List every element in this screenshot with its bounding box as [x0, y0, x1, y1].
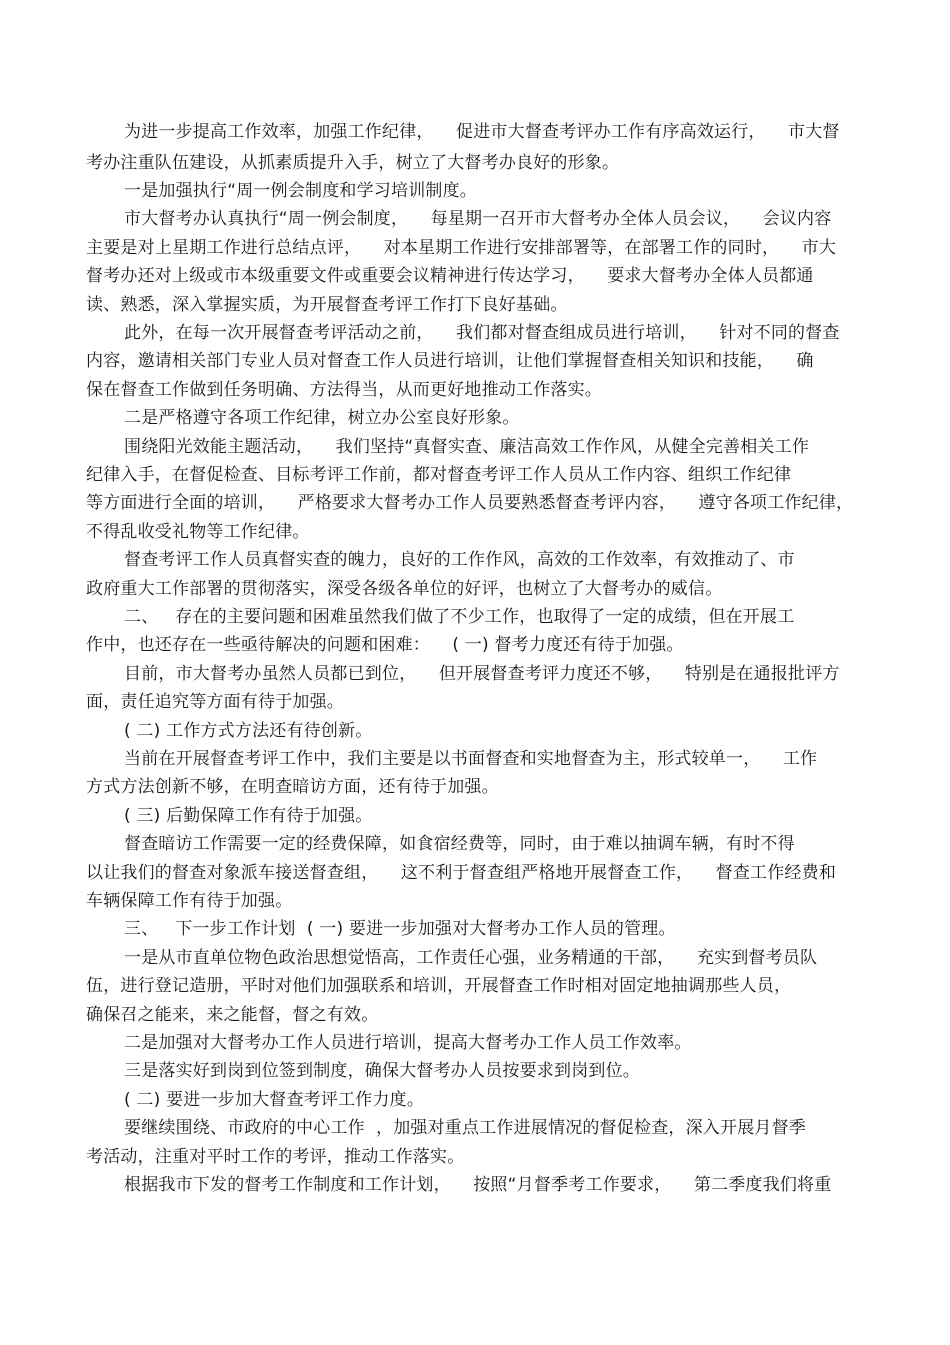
text-line: 主要是对上星期工作进行总结点评， 对本星期工作进行安排部署等，在部署工作的同时， 市大	[86, 238, 837, 258]
text-line: 当前在开展督查考评工作中，我们主要是以书面督查和实地督查为主，形式较单一， 工作	[124, 749, 818, 769]
text-line: 等方面进行全面的培训， 严格要求大督考办工作人员要熟悉督查考评内容， 遵守各项工作纪律，	[86, 493, 854, 513]
text-line: 三、 下一步工作计划 ( 一) 要进一步加强对大督考办工作人员的管理。	[124, 919, 676, 939]
text-line: 确保召之能来，来之能督，督之有效。	[86, 1005, 379, 1025]
text-line: 不得乱收受礼物等工作纪律。	[86, 522, 310, 542]
text-line: 为进一步提高工作效率，加强工作纪律， 促进市大督查考评办工作有序高效运行， 市大督	[124, 122, 840, 142]
text-line: 保在督查工作做到任务明确、方法得当，从而更好地推动工作落实。	[86, 380, 602, 400]
text-line: 根据我市下发的督考工作制度和工作计划， 按照“月督季考工作要求， 第二季度我们将重	[124, 1175, 832, 1195]
text-line: 作中，也还存在一些亟待解决的问题和困难： ( 一) 督考力度还有待于加强。	[86, 635, 684, 655]
text-line: ( 三) 后勤保障工作有待于加强。	[124, 806, 373, 826]
text-line: 此外，在每一次开展督查考评活动之前， 我们都对督查组成员进行培训， 针对不同的督查	[124, 323, 840, 343]
text-line: 考办注重队伍建设，从抓素质提升入手，树立了大督考办良好的形象。	[86, 153, 620, 173]
text-line: 内容，邀请相关部门专业人员对督查工作人员进行培训，让他们掌握督查相关知识和技能， 确	[86, 351, 814, 371]
text-line: 方式方法创新不够，在明查暗访方面，还有待于加强。	[86, 777, 499, 797]
text-line: 二是严格遵守各项工作纪律，树立办公室良好形象。	[124, 408, 520, 428]
text-line: 围绕阳光效能主题活动， 我们坚持“真督实查、廉洁高效工作作风，从健全完善相关工作	[124, 437, 810, 457]
text-line: ( 二) 要进一步加大督查考评工作力度。	[124, 1090, 425, 1110]
text-line: 一是加强执行“周一例会制度和学习培训制度。	[124, 181, 478, 201]
text-line: 伍，进行登记造册，平时对他们加强联系和培训，开展督查工作时相对固定地抽调那些人员，	[86, 976, 792, 996]
text-line: 纪律入手，在督促检查、目标考评工作前，都对督查考评工作人员从工作内容、组织工作纪律	[86, 465, 792, 485]
text-line: 督考办还对上级或市本级重要文件或重要会议精神进行传达学习， 要求大督考办全体人员都通	[86, 266, 814, 286]
text-line: 一是从市直单位物色政治思想觉悟高，工作责任心强，业务精通的干部， 充实到督考员队	[124, 948, 818, 968]
text-line: 以让我们的督查对象派车接送督查组， 这不利于督查组严格地开展督查工作， 督查工作经费和	[86, 863, 837, 883]
text-line: ( 二) 工作方式方法还有待创新。	[124, 721, 373, 741]
text-line: 目前，市大督考办虽然人员都已到位， 但开展督查考评力度还不够， 特别是在通报批评方	[124, 664, 840, 684]
text-line: 三是落实好到岗到位签到制度，确保大督考办人员按要求到岗到位。	[124, 1061, 640, 1081]
text-line: 读、熟悉，深入掌握实质，为开展督查考评工作打下良好基础。	[86, 295, 568, 315]
text-line: 车辆保障工作有待于加强。	[86, 891, 293, 911]
text-line: 政府重大工作部署的贯彻落实，深受各级各单位的好评，也树立了大督考办的威信。	[86, 579, 723, 599]
text-line: 面，责任追究等方面有待于加强。	[86, 692, 344, 712]
text-line: 二是加强对大督考办工作人员进行培训，提高大督考办工作人员工作效率。	[124, 1033, 692, 1053]
text-line: 要继续围绕、市政府的中心工作 ，加强对重点工作进展情况的督促检查，深入开展月督季	[124, 1118, 807, 1138]
text-line: 考活动，注重对平时工作的考评，推动工作落实。	[86, 1147, 465, 1167]
text-line: 督查考评工作人员真督实查的魄力，良好的工作作风，高效的工作效率，有效推动了、市	[124, 550, 795, 570]
text-line: 市大督考办认真执行“周一例会制度， 每星期一召开市大督考办全体人员会议， 会议内容	[124, 209, 832, 229]
text-line: 督查暗访工作需要一定的经费保障，如食宿经费等，同时，由于难以抽调车辆，有时不得	[124, 834, 795, 854]
text-line: 二、 存在的主要问题和困难虽然我们做了不少工作，也取得了一定的成绩，但在开展工	[124, 607, 795, 627]
